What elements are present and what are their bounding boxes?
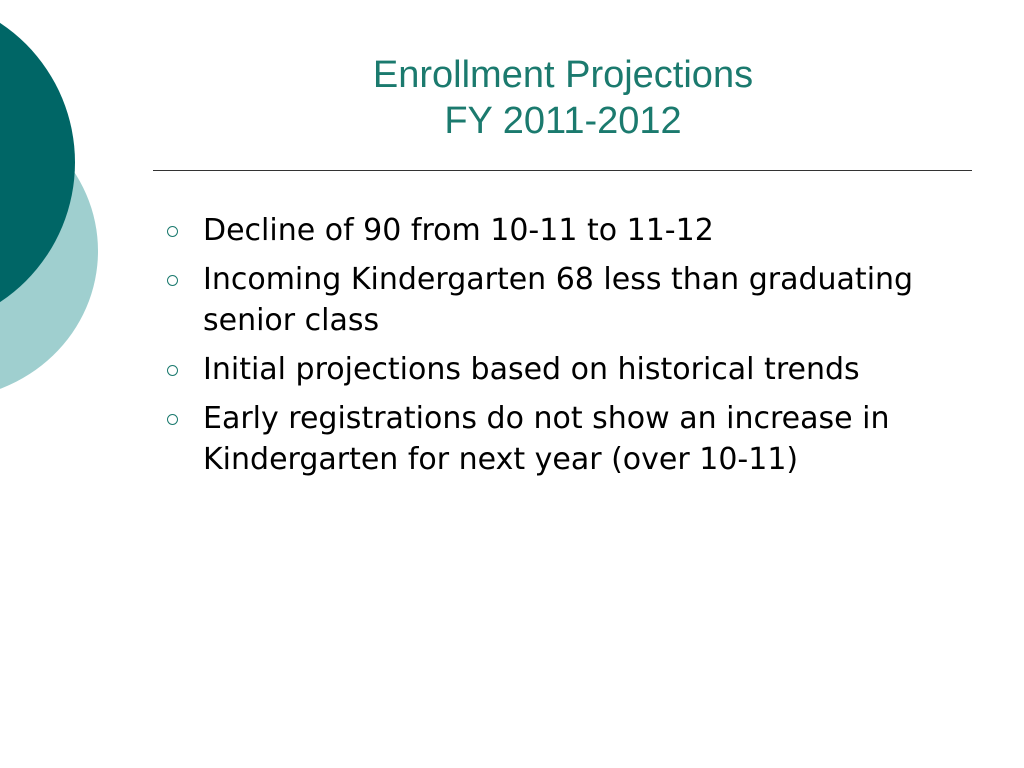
hollow-circle-icon	[167, 365, 178, 376]
bullet-text: Decline of 90 from 10-11 to 11-12	[203, 213, 714, 248]
slide-title	[155, 52, 971, 144]
hollow-circle-icon	[167, 226, 178, 237]
title-line-2: FY 2011-2012	[444, 100, 682, 142]
bullet-item	[165, 398, 985, 480]
bullet-list	[165, 210, 985, 488]
bullet-item	[165, 210, 985, 251]
bullet-text: Early registrations do not show an increase in Kindergarten for next year (over 10-11)	[203, 401, 890, 477]
title-line-1: Enrollment Projections	[372, 54, 754, 96]
bullet-text: Initial projections based on historical trends	[203, 352, 860, 387]
title-divider	[153, 170, 972, 171]
hollow-circle-icon	[167, 414, 178, 425]
bullet-text: Incoming Kindergarten 68 less than graduating senior class	[203, 262, 914, 338]
hollow-circle-icon	[167, 275, 178, 286]
bullet-item	[165, 259, 985, 341]
bullet-item	[165, 349, 985, 390]
